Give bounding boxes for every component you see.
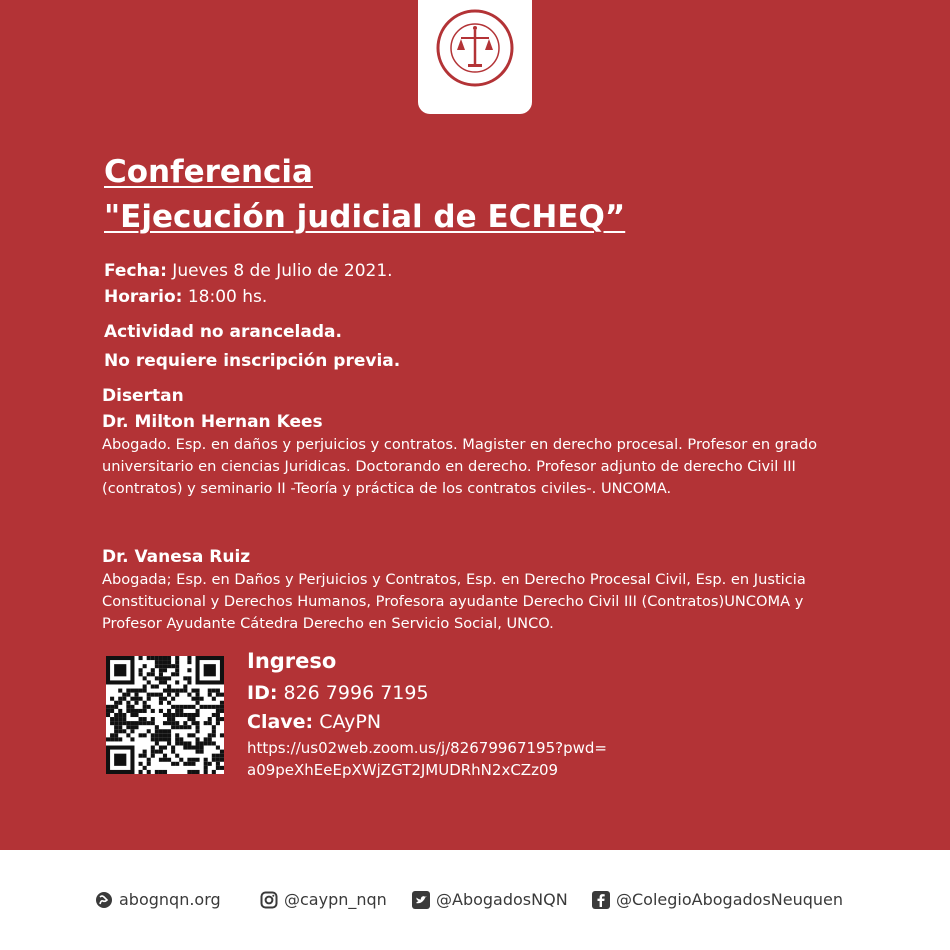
qr-code[interactable] [106, 656, 224, 774]
date-label: Fecha: [104, 261, 167, 281]
passcode-line [247, 709, 381, 735]
no-registration-note: No requiere inscripción previa. [104, 351, 401, 371]
speaker-1-bio: Abogado. Esp. en daños y perjuicios y contratos. Magister en derecho procesal. Profesor en grado universitario en ciencias Juridicas. Doctorando en derecho. Profesor adjunto de derecho Civil III (contratos) y seminario II -Teoría y práctica de los contratos civiles-. UNCOMA. [102, 436, 818, 497]
logo-tab [418, 0, 532, 114]
passcode-label: Clave: [247, 711, 314, 733]
speakers-heading: Disertan [102, 386, 184, 406]
passcode-value: CAyPN [313, 711, 382, 733]
footer-website[interactable] [95, 890, 221, 909]
website-text: abognqn.org [119, 890, 221, 909]
activity-notes [104, 318, 400, 376]
speaker-1-name: Dr. Milton Hernan Kees [102, 412, 323, 432]
time-line [104, 284, 267, 310]
globe-icon [95, 891, 113, 909]
qr-code-graphic [106, 656, 224, 774]
facebook-handle: @ColegioAbogadosNeuquen [616, 890, 844, 909]
meeting-id-value: 826 7996 7195 [277, 682, 429, 704]
no-fee-note: Actividad no arancelada. [104, 322, 342, 342]
instagram-handle: @caypn_nqn [284, 890, 387, 909]
footer-facebook[interactable] [592, 890, 843, 909]
colegio-seal-logo [435, 8, 515, 88]
speaker-2-name: Dr. Vanesa Ruiz [102, 547, 251, 567]
footer-twitter[interactable] [412, 890, 568, 909]
date-value: Jueves 8 de Julio de 2021. [166, 261, 393, 281]
speaker-2-bio: Abogada; Esp. en Daños y Perjuicios y Contratos, Esp. en Derecho Procesal Civil, Esp. en Justicia Constitucional y Derechos Humanos, Profesora ayudante Derecho Civil III (Contratos)UNCOMA y Profesor Ayudante Cátedra Derecho en Servicio Social, UNCO. [102, 571, 806, 632]
meeting-id-line [247, 680, 429, 706]
event-title [104, 150, 625, 240]
zoom-link-line-2: a09peXhEeEpXWjZGT2JMUDRhN2xCZz09 [247, 761, 559, 779]
footer-instagram[interactable] [260, 890, 387, 909]
twitter-handle: @AbogadosNQN [436, 890, 568, 909]
instagram-icon [260, 891, 278, 909]
zoom-link-line-1: https://us02web.zoom.us/j/82679967195?pwd= [247, 739, 607, 757]
access-heading: Ingreso [247, 649, 337, 673]
date-line [104, 258, 393, 284]
time-value: 18:00 hs. [182, 287, 268, 307]
zoom-link[interactable] [247, 737, 607, 781]
meeting-id-label: ID: [247, 682, 278, 704]
title-line-1: Conferencia [104, 154, 313, 190]
facebook-icon [592, 891, 610, 909]
time-label: Horario: [104, 287, 183, 307]
title-line-2: "Ejecución judicial de ECHEQ” [104, 199, 626, 235]
twitter-icon [412, 891, 430, 909]
